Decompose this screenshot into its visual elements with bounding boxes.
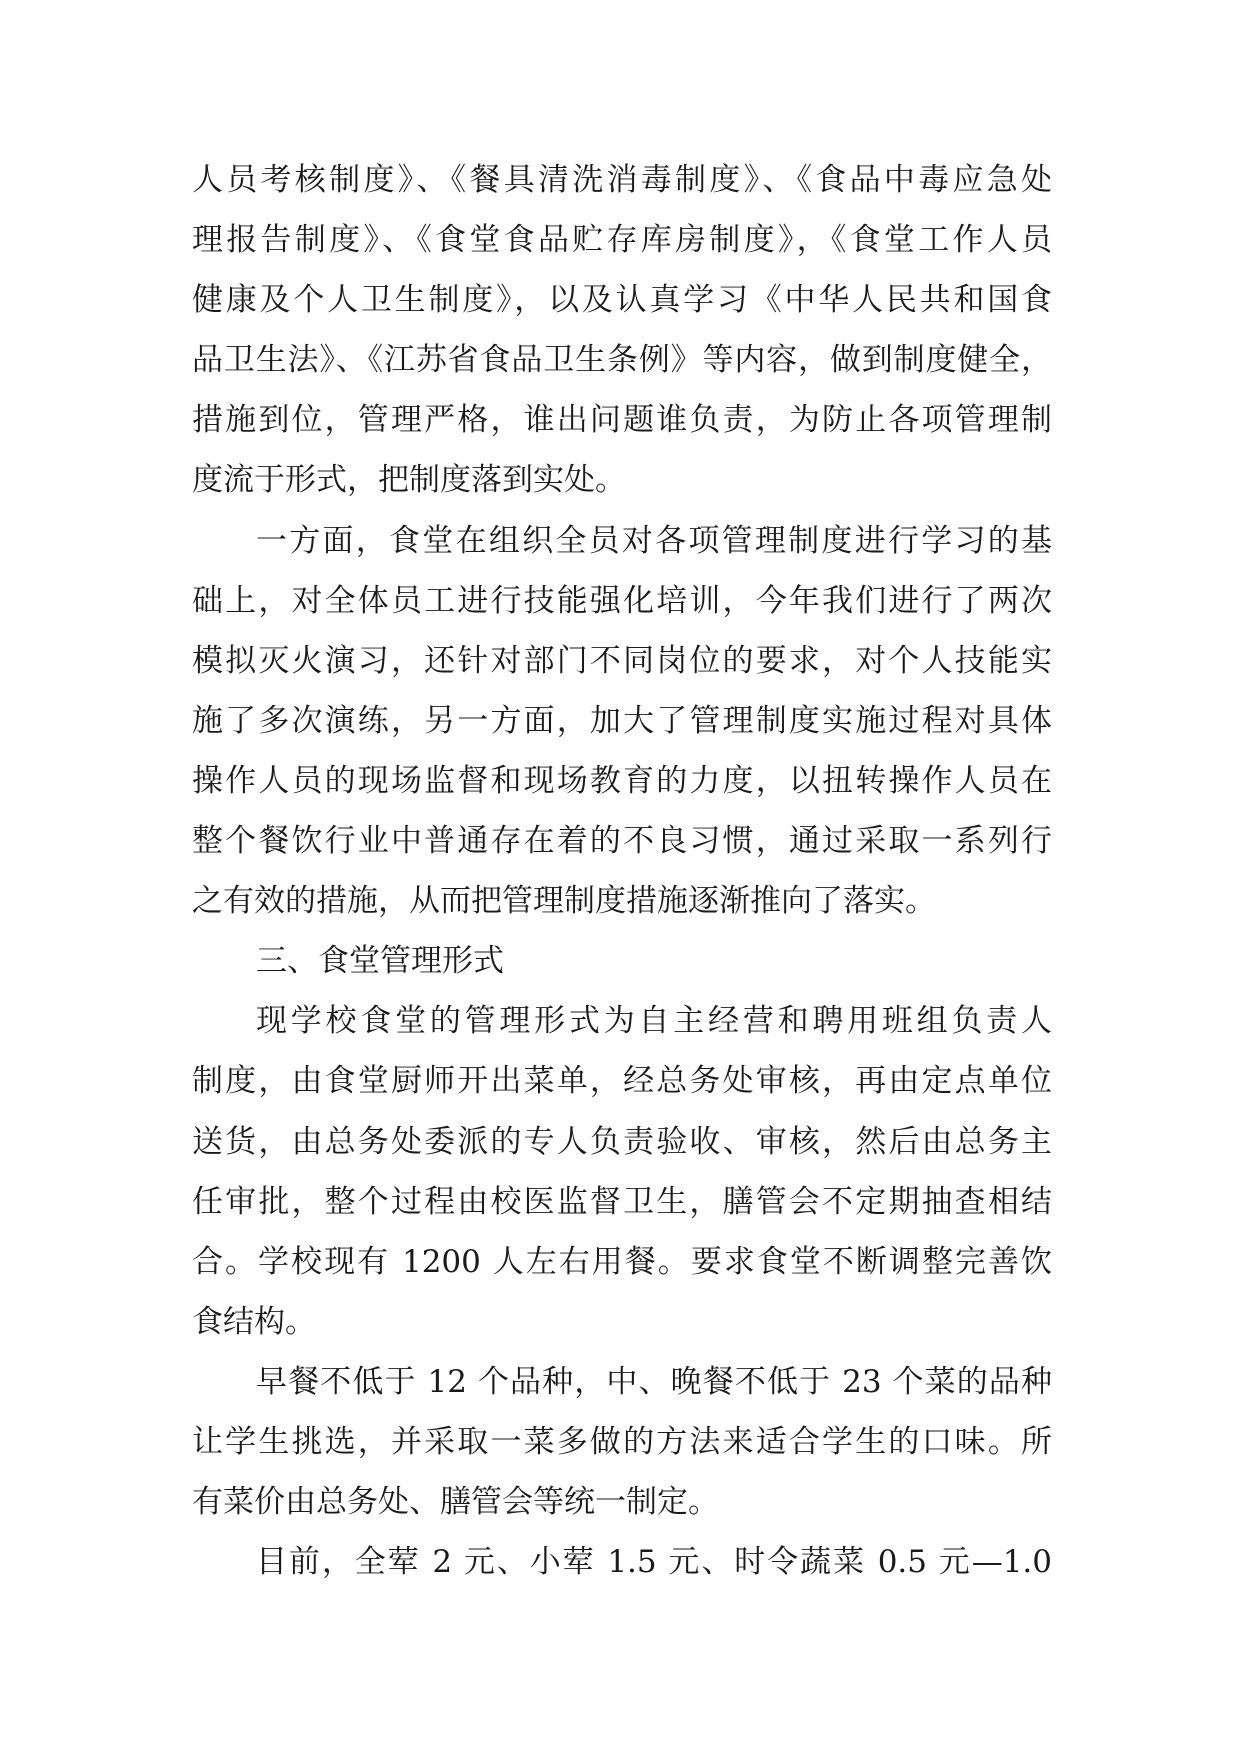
text-line: 措施到位，管理严格，谁出问题谁负责，为防止各项管理制	[192, 402, 1052, 439]
paragraph-start-line: 目前，全荤 2 元、小荤 1.5 元、时令蔬菜 0.5 元—1.0	[256, 1544, 1052, 1581]
text-line: 让学生挑选，并采取一菜多做的方法来适合学生的口味。所	[192, 1423, 1052, 1460]
text-line: 础上，对全体员工进行技能强化培训，今年我们进行了两次	[192, 582, 1052, 619]
text-line: 任审批，整个过程由校医监督卫生，膳管会不定期抽查相结	[192, 1183, 1052, 1220]
text-line: 施了多次演练，另一方面，加大了管理制度实施过程对具体	[192, 702, 1052, 739]
paragraph-start-line: 一方面，食堂在组织全员对各项管理制度进行学习的基	[256, 522, 1052, 559]
document-body	[192, 150, 1052, 1592]
text-line: 整个餐饮行业中普通存在着的不良习惯，通过采取一系列行	[192, 823, 1052, 860]
text-line: 模拟灭火演习，还针对部门不同岗位的要求，对个人技能实	[192, 642, 1052, 679]
text-line: 度流于形式，把制度落到实处。	[192, 462, 626, 499]
text-line: 健康及个人卫生制度》，以及认真学习《中华人民共和国食	[192, 282, 1052, 319]
text-line: 之有效的措施，从而把管理制度措施逐渐推向了落实。	[192, 883, 936, 920]
section-heading: 三、食堂管理形式	[256, 943, 504, 980]
paragraph-start-line: 早餐不低于 12 个品种，中、晚餐不低于 23 个菜的品种	[256, 1363, 1052, 1400]
text-line: 品卫生法》、《江苏省食品卫生条例》等内容，做到制度健全，	[192, 342, 1052, 379]
text-line: 理报告制度》、《食堂食品贮存库房制度》，《食堂工作人员	[192, 222, 1052, 259]
text-line: 有菜价由总务处、膳管会等统一制定。	[192, 1484, 719, 1521]
text-line: 合。学校现有 1200 人左右用餐。要求食堂不断调整完善饮	[192, 1243, 1052, 1280]
text-line: 人员考核制度》、《餐具清洗消毒制度》、《食品中毒应急处	[192, 162, 1052, 198]
text-line: 食结构。	[192, 1303, 316, 1340]
paragraph-start-line: 现学校食堂的管理形式为自主经营和聘用班组负责人	[256, 1003, 1052, 1040]
text-line: 制度，由食堂厨师开出菜单，经总务处审核，再由定点单位	[192, 1063, 1052, 1100]
text-line: 操作人员的现场监督和现场教育的力度，以扭转操作人员在	[192, 762, 1052, 799]
text-line: 送货，由总务处委派的专人负责验收、审核，然后由总务主	[192, 1123, 1052, 1160]
